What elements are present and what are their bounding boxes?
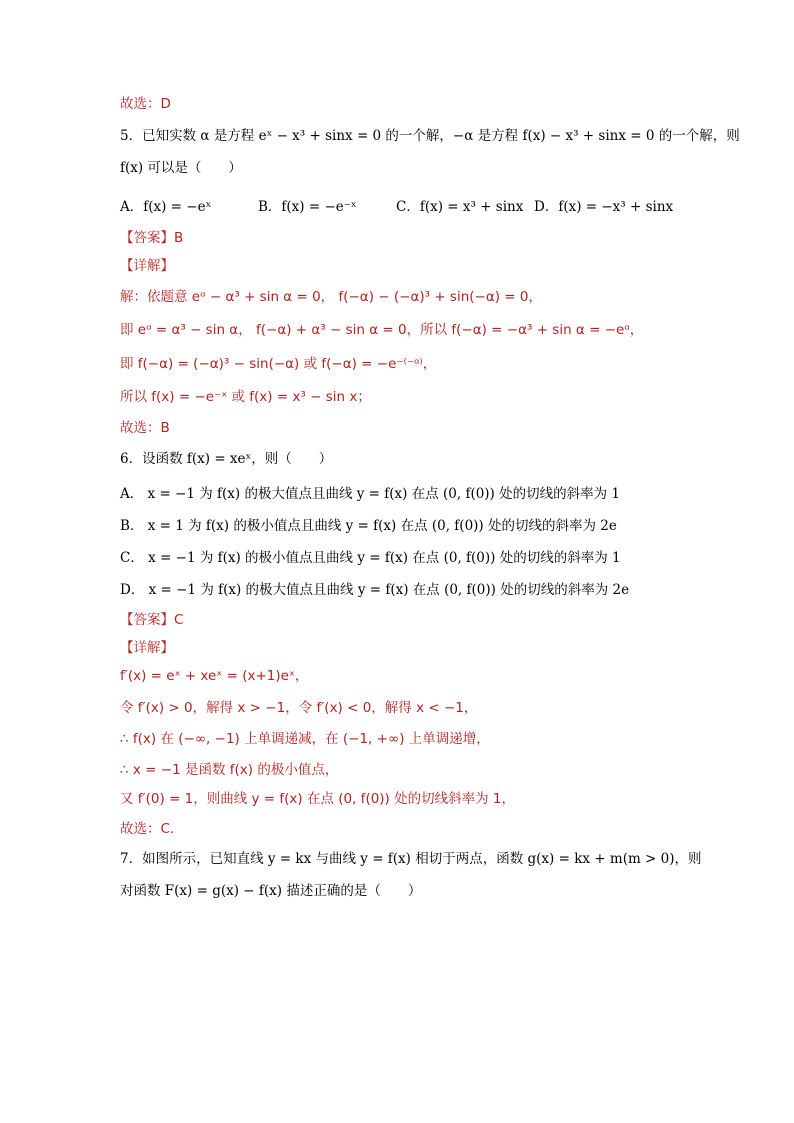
q4-answer: 故选：D <box>120 96 171 112</box>
q6-answer-label: 【答案】C <box>120 612 184 628</box>
q6-option-d: D． x = −1 为 f(x) 的极大值点且曲线 y = f(x) 在点 (0, f(0)) 处的切线的斜率为 2e <box>120 582 630 598</box>
q6-stem: 6．设函数 f(x) = xeˣ，则（ ） <box>120 451 333 467</box>
q5-option-a: A．f(x) = −eˣ <box>120 199 212 215</box>
q6-option-b: B． x = 1 为 f(x) 的极小值点且曲线 y = f(x) 在点 (0, f(0)) 处的切线的斜率为 2e <box>120 518 617 534</box>
q6-detail-line: ∴ f(x) 在 (−∞, −1) 上单调递减，在 (−1, +∞) 上单调递增， <box>120 731 490 747</box>
q5-answer-label: 【答案】B <box>120 230 184 246</box>
q6-detail-line: 令 f′(x) > 0，解得 x > −1，令 f′(x) < 0，解得 x < −1， <box>120 700 478 716</box>
q5-option-b: B．f(x) = −e⁻ˣ <box>258 199 357 215</box>
q5-option-d: D．f(x) = −x³ + sinx <box>534 199 674 215</box>
q5-option-c: C．f(x) = x³ + sinx <box>396 199 524 215</box>
q6-detail-label: 【详解】 <box>120 640 174 656</box>
q6-option-a: A． x = −1 为 f(x) 的极大值点且曲线 y = f(x) 在点 (0, f(0)) 处的切线的斜率为 1 <box>120 486 621 502</box>
q5-detail-line: 即 eᵅ = α³ − sin α， f(−α) + α³ − sin α = 0，所以 f(−α) = −α³ + sin α = −eᵅ， <box>120 322 644 338</box>
q6-detail-line: ∴ x = −1 是函数 f(x) 的极小值点， <box>120 762 339 778</box>
q5-detail-line: 解：依题意 eᵅ − α³ + sin α = 0， f(−α) − (−α)³ + sin(−α) = 0， <box>120 289 542 305</box>
q7-stem-line2: 对函数 F(x) = g(x) − f(x) 描述正确的是（ ） <box>120 883 422 899</box>
q5-detail-label: 【详解】 <box>120 258 174 274</box>
q6-detail-line: f′(x) = eˣ + xeˣ = (x+1)eˣ， <box>120 668 309 684</box>
q7-stem-line1: 7．如图所示，已知直线 y = kx 与曲线 y = f(x) 相切于两点，函数 g(x) = kx + m(m > 0)，则 <box>120 851 702 867</box>
q5-stem-line1: 5．已知实数 α 是方程 eˣ − x³ + sinx = 0 的一个解，−α 是方程 f(x) − x³ + sinx = 0 的一个解，则 <box>120 128 740 144</box>
q6-detail-line: 故选：C. <box>120 821 175 837</box>
q6-detail-line: 又 f′(0) = 1，则曲线 y = f(x) 在点 (0, f(0)) 处的切线斜率为 1， <box>120 791 515 807</box>
q5-detail-line: 即 f(−α) = (−α)³ − sin(−α) 或 f(−α) = −e⁻⁽⁻ᵅ⁾， <box>120 356 437 372</box>
q5-detail-line: 故选：B <box>120 420 170 436</box>
q5-detail-line: 所以 f(x) = −e⁻ˣ 或 f(x) = x³ − sin x； <box>120 389 371 405</box>
q5-stem-line2: f(x) 可以是（ ） <box>120 160 242 176</box>
q6-option-c: C． x = −1 为 f(x) 的极小值点且曲线 y = f(x) 在点 (0, f(0)) 处的切线的斜率为 1 <box>120 550 621 566</box>
